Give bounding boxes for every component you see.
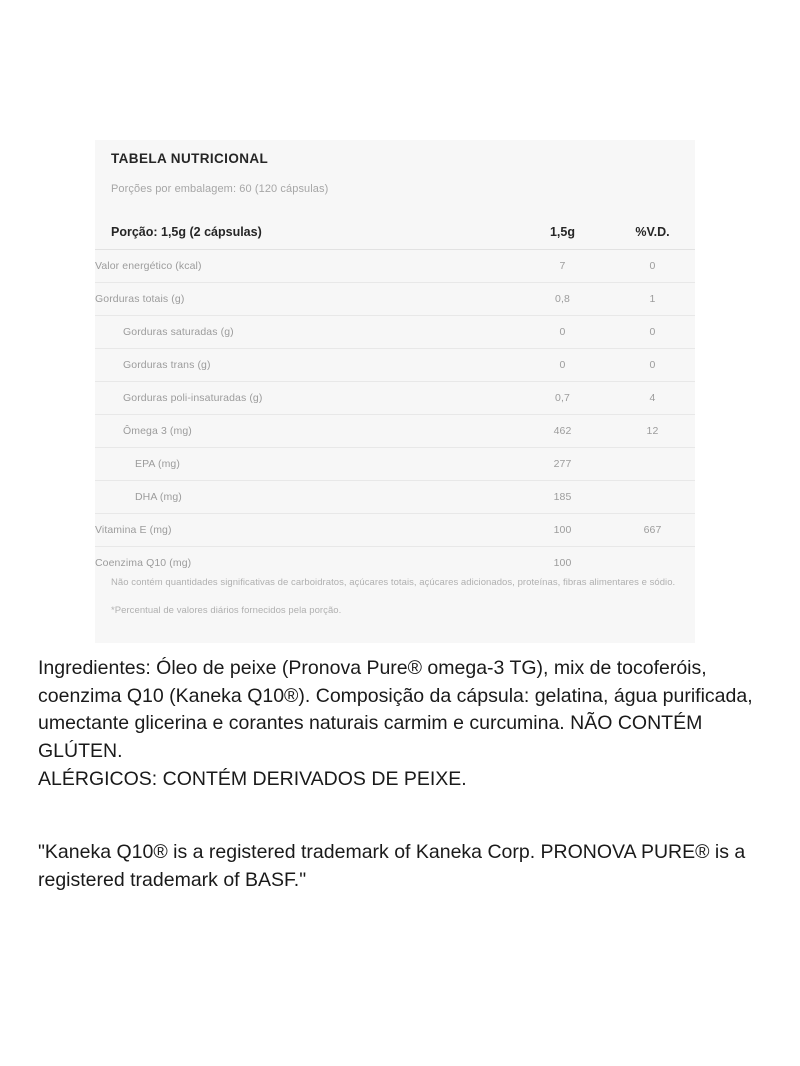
table-row bbox=[95, 283, 695, 316]
nutrient-label: Coenzima Q10 (mg) bbox=[95, 557, 192, 569]
allergens-paragraph: ALÉRGICOS: CONTÉM DERIVADOS DE PEIXE. bbox=[38, 767, 467, 790]
nutrient-amount: 462 bbox=[515, 415, 610, 448]
nutrient-amount: 277 bbox=[515, 448, 610, 481]
trademark-paragraph: "Kaneka Q10® is a registered trademark of Kaneka Corp. PRONOVA PURE® is a registered trademark of BASF." bbox=[38, 841, 746, 892]
nutrition-table bbox=[95, 215, 695, 579]
table-row bbox=[95, 448, 695, 481]
nutrient-label: Gorduras totais (g) bbox=[95, 283, 515, 316]
nutrient-amount: 100 bbox=[515, 514, 610, 547]
footnotes-group bbox=[111, 576, 679, 618]
nutrient-amount: 0,7 bbox=[515, 382, 610, 415]
nutrient-label: DHA (mg) bbox=[95, 481, 515, 514]
table-row bbox=[95, 316, 695, 349]
panel-title: TABELA NUTRICIONAL bbox=[111, 151, 269, 166]
header-daily-value-column: %V.D. bbox=[610, 215, 695, 250]
table-row bbox=[95, 349, 695, 382]
table-row bbox=[95, 481, 695, 514]
nutrient-label: Ômega 3 (mg) bbox=[95, 415, 515, 448]
ingredients-paragraph: Ingredientes: Óleo de peixe (Pronova Pure® omega-3 TG), mix de tocoferóis, coenzima Q10 (Kaneka Q10®). Composição da cápsula: gelatina, água purificada, umectante glicerina e corantes naturais carmim e curcumina. NÃO CONTÉM GLÚTEN. bbox=[38, 657, 753, 763]
nutrient-amount: 185 bbox=[515, 481, 610, 514]
table-row bbox=[95, 547, 695, 580]
nutrient-daily-value: 4 bbox=[610, 382, 695, 415]
nutrition-table-body bbox=[95, 250, 695, 580]
nutrient-daily-value bbox=[610, 547, 695, 580]
product-description bbox=[38, 655, 768, 895]
header-serving-size: Porção: 1,5g (2 cápsulas) bbox=[95, 215, 515, 250]
nutrition-table-wrapper bbox=[95, 215, 695, 579]
nutrient-amount: 0 bbox=[515, 349, 610, 382]
table-row bbox=[95, 382, 695, 415]
nutrient-label: EPA (mg) bbox=[95, 448, 515, 481]
nutrient-label: Gorduras poli-insaturadas (g) bbox=[95, 382, 515, 415]
nutrient-daily-value bbox=[610, 481, 695, 514]
nutrient-daily-value bbox=[610, 448, 695, 481]
nutrient-label: Vitamina E (mg) bbox=[95, 514, 515, 547]
table-row bbox=[95, 415, 695, 448]
nutrient-daily-value: 0 bbox=[610, 316, 695, 349]
nutrient-daily-value: 0 bbox=[610, 349, 695, 382]
nutrient-daily-value: 12 bbox=[610, 415, 695, 448]
nutrient-daily-value: 667 bbox=[610, 514, 695, 547]
nutrient-label: Gorduras saturadas (g) bbox=[95, 316, 515, 349]
nutrient-amount: 7 bbox=[515, 250, 610, 283]
header-amount-column: 1,5g bbox=[515, 215, 610, 250]
table-row bbox=[95, 250, 695, 283]
nutrient-amount: 0,8 bbox=[515, 283, 610, 316]
nutrient-amount: 100 bbox=[553, 557, 572, 569]
nutrient-label: Valor energético (kcal) bbox=[95, 250, 515, 283]
nutrient-amount: 0 bbox=[515, 316, 610, 349]
nutrition-table-head bbox=[95, 215, 695, 250]
nutrient-daily-value: 0 bbox=[610, 250, 695, 283]
nutrient-label: Gorduras trans (g) bbox=[95, 349, 515, 382]
table-header-row bbox=[95, 215, 695, 250]
footnote-daily-value: *Percentual de valores diários fornecidos pela porção. bbox=[111, 604, 342, 616]
table-row bbox=[95, 514, 695, 547]
nutrient-daily-value: 1 bbox=[610, 283, 695, 316]
nutrition-facts-panel bbox=[95, 140, 695, 643]
servings-per-container: Porções por embalagem: 60 (120 cápsulas) bbox=[111, 183, 329, 195]
footnote-insignificant-amounts: Não contém quantidades significativas de carboidratos, açúcares totais, açúcares adicionados, proteínas, fibras alimentares e sódio. bbox=[111, 577, 676, 588]
